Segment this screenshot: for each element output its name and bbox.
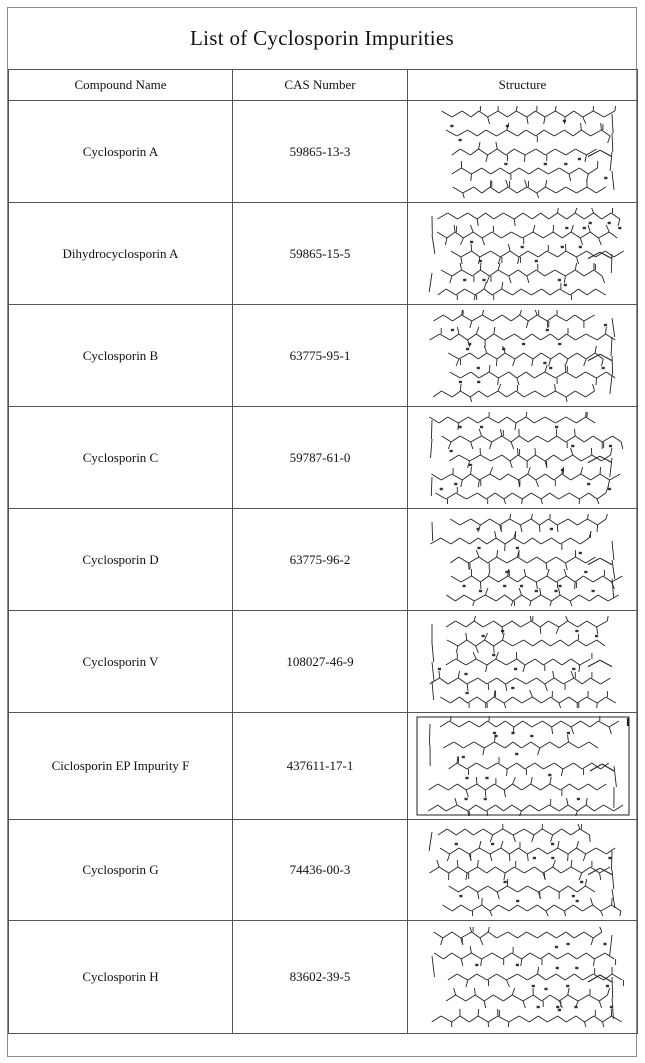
document-sheet xyxy=(7,7,637,1057)
chemical-structure-icon xyxy=(418,616,628,708)
header-structure: Structure xyxy=(408,70,638,101)
chemical-structure-icon xyxy=(418,514,628,606)
compound-name: Cyclosporin H xyxy=(9,921,233,1034)
cas-number: 108027-46-9 xyxy=(233,611,408,713)
compound-name: Cyclosporin A xyxy=(9,101,233,203)
structure-cell xyxy=(408,611,638,713)
compound-name: Cyclosporin V xyxy=(9,611,233,713)
table-header-row xyxy=(9,70,638,101)
structure-cell xyxy=(408,820,638,921)
compound-name: Cyclosporin G xyxy=(9,820,233,921)
page-title: List of Cyclosporin Impurities xyxy=(190,25,454,50)
structure-cell xyxy=(408,407,638,509)
cas-number: 59865-13-3 xyxy=(233,101,408,203)
structure-cell xyxy=(408,509,638,611)
table-row xyxy=(9,820,638,921)
table-row xyxy=(9,713,638,820)
chemical-structure-icon xyxy=(418,412,628,504)
compound-name: Cyclosporin B xyxy=(9,305,233,407)
table-row xyxy=(9,203,638,305)
impurities-table xyxy=(8,69,638,1034)
cas-number: 437611-17-1 xyxy=(233,713,408,820)
compound-name: Cyclosporin C xyxy=(9,407,233,509)
cas-number: 74436-00-3 xyxy=(233,820,408,921)
cas-number: 59787-61-0 xyxy=(233,407,408,509)
structure-cell xyxy=(408,305,638,407)
table-row xyxy=(9,921,638,1034)
table-row xyxy=(9,101,638,203)
table-row xyxy=(9,509,638,611)
table-row xyxy=(9,611,638,713)
cas-number: 63775-96-2 xyxy=(233,509,408,611)
structure-cell xyxy=(408,713,638,820)
compound-name: Cyclosporin D xyxy=(9,509,233,611)
chemical-structure-icon xyxy=(418,927,628,1027)
table-row xyxy=(9,305,638,407)
structure-cell xyxy=(408,921,638,1034)
chemical-structure-icon xyxy=(418,824,628,916)
header-cas-number: CAS Number xyxy=(233,70,408,101)
cas-number: 59865-15-5 xyxy=(233,203,408,305)
compound-name: Ciclosporin EP Impurity F xyxy=(9,713,233,820)
structure-cell xyxy=(408,101,638,203)
structure-cell xyxy=(408,203,638,305)
chemical-structure-icon xyxy=(416,716,630,816)
cas-number: 63775-95-1 xyxy=(233,305,408,407)
chemical-structure-icon xyxy=(418,310,628,402)
chemical-structure-icon xyxy=(418,208,628,300)
compound-name: Dihydrocyclosporin A xyxy=(9,203,233,305)
header-compound-name: Compound Name xyxy=(9,70,233,101)
table-row xyxy=(9,407,638,509)
cas-number: 83602-39-5 xyxy=(233,921,408,1034)
chemical-structure-icon xyxy=(418,106,628,198)
